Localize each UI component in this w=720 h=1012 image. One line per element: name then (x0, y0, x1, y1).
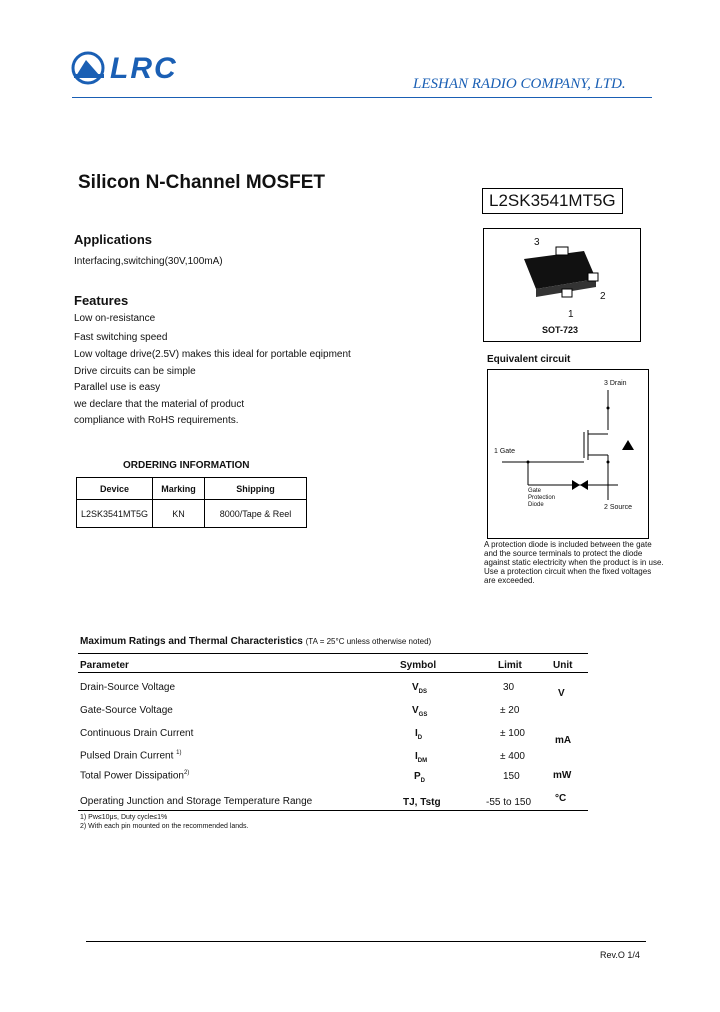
pin-3-label: 3 (534, 237, 540, 248)
rating-symbol: TJ, Tstg (403, 797, 441, 808)
rating-limit: -55 to 150 (486, 797, 532, 808)
ratings-condition: (TA = 25°C unless otherwise noted) (305, 637, 432, 646)
protection-note (484, 540, 684, 585)
feature-item: Low voltage drive(2.5V) makes this ideal for portable eqipment (74, 349, 351, 360)
note-line: against static electricity when the product is in use. (484, 558, 664, 567)
page-title: Silicon N-Channel MOSFET (78, 172, 326, 193)
footnote: 1) Pw≤10μs, Duty cycle≤1% (80, 814, 168, 821)
note-line: Use a protection circuit when the fixed voltages (484, 567, 652, 576)
lrc-logo-icon (70, 50, 110, 86)
rating-unit-v: V (558, 688, 565, 699)
ratings-heading: Maximum Ratings and Thermal Characteristics (80, 636, 303, 647)
feature-item: Parallel use is easy (74, 382, 161, 393)
rating-symbol: $P_D$ (414, 771, 426, 784)
feature-item: Fast switching speed (74, 332, 168, 343)
rating-limit: 150 (503, 771, 520, 782)
ordering-shipping: 8000/Tape & Reel (205, 500, 307, 528)
rating-unit-c: °C (555, 793, 567, 804)
ratings-header-rule (78, 672, 588, 673)
rating-symbol: $V_{GS}$ (412, 705, 428, 718)
pin-1-label: 1 (568, 309, 574, 320)
feature-item: Drive circuits can be simple (74, 366, 196, 377)
drain-label: 3 Drain (604, 380, 627, 387)
applications-heading: Applications (74, 232, 153, 247)
applications-text: Interfacing,switching(30V,100mA) (74, 256, 223, 267)
rating-limit: ± 20 (500, 705, 520, 716)
ratings-top-rule (78, 653, 588, 654)
note-line: and the source terminals to protect the diode (484, 549, 643, 558)
footer-rule (86, 941, 646, 942)
equivalent-circuit-box (487, 369, 649, 539)
rating-param: Pulsed Drain Current $^{1)}$ (80, 750, 182, 762)
ratings-bottom-rule (78, 810, 588, 811)
logo-text: LRC (110, 52, 178, 85)
note-line: A protection diode is included between the gate (484, 540, 652, 549)
rating-limit: ± 100 (500, 728, 525, 739)
equivalent-heading: Equivalent circuit (487, 354, 571, 365)
ordering-device: L2SK3541MT5G (77, 500, 153, 528)
ordering-col-marking: Marking (153, 478, 205, 500)
ordering-col-shipping: Shipping (205, 478, 307, 500)
rating-limit: 30 (503, 682, 515, 693)
rating-limit: ± 400 (500, 751, 525, 762)
features-heading: Features (74, 293, 129, 308)
rating-param: Gate-Source Voltage (80, 705, 173, 716)
ordering-marking: KN (153, 500, 205, 528)
part-number: L2SK3541MT5G (482, 188, 623, 214)
ratings-title (80, 636, 431, 647)
ratings-col-symbol: Symbol (400, 660, 437, 671)
rating-param: Continuous Drain Current (80, 728, 194, 739)
source-label: 2 Source (604, 504, 633, 511)
ordering-col-device: Device (77, 478, 153, 500)
feature-item: we declare that the material of product (74, 399, 245, 410)
package-box (483, 228, 641, 342)
ordering-heading: ORDERING INFORMATION (123, 460, 250, 471)
rating-unit-mw: mW (553, 770, 572, 781)
feature-item: compliance with RoHS requirements. (74, 415, 239, 426)
rating-param: Drain-Source Voltage (80, 682, 176, 693)
rating-param: Operating Junction and Storage Temperature Range (80, 796, 313, 807)
revision-label: Rev.O 1/4 (600, 950, 640, 960)
pin-2-label: 2 (600, 291, 606, 302)
gate-label: 1 Gate (494, 448, 516, 455)
rating-symbol: $V_{DS}$ (412, 682, 428, 695)
company-name: LESHAN RADIO COMPANY, LTD. (413, 76, 626, 92)
ratings-col-unit: Unit (553, 660, 573, 671)
rating-symbol: $I_{DM}$ (415, 751, 428, 764)
footnote: 2) With each pin mounted on the recommended lands. (80, 823, 249, 830)
note-line: are exceeded. (484, 576, 535, 585)
rating-param: Total Power Dissipation$^{2)}$ (80, 770, 190, 782)
package-name: SOT-723 (542, 325, 579, 335)
ratings-col-parameter: Parameter (80, 660, 129, 671)
rating-unit-ma: mA (555, 735, 572, 746)
protection-diode-label: Gate Protection Diode (528, 488, 556, 508)
header-rule (72, 97, 652, 98)
ordering-table (76, 477, 307, 528)
feature-item: Low on-resistance (74, 313, 156, 324)
rating-symbol: $I_D$ (415, 728, 423, 741)
ratings-col-limit: Limit (498, 660, 522, 671)
